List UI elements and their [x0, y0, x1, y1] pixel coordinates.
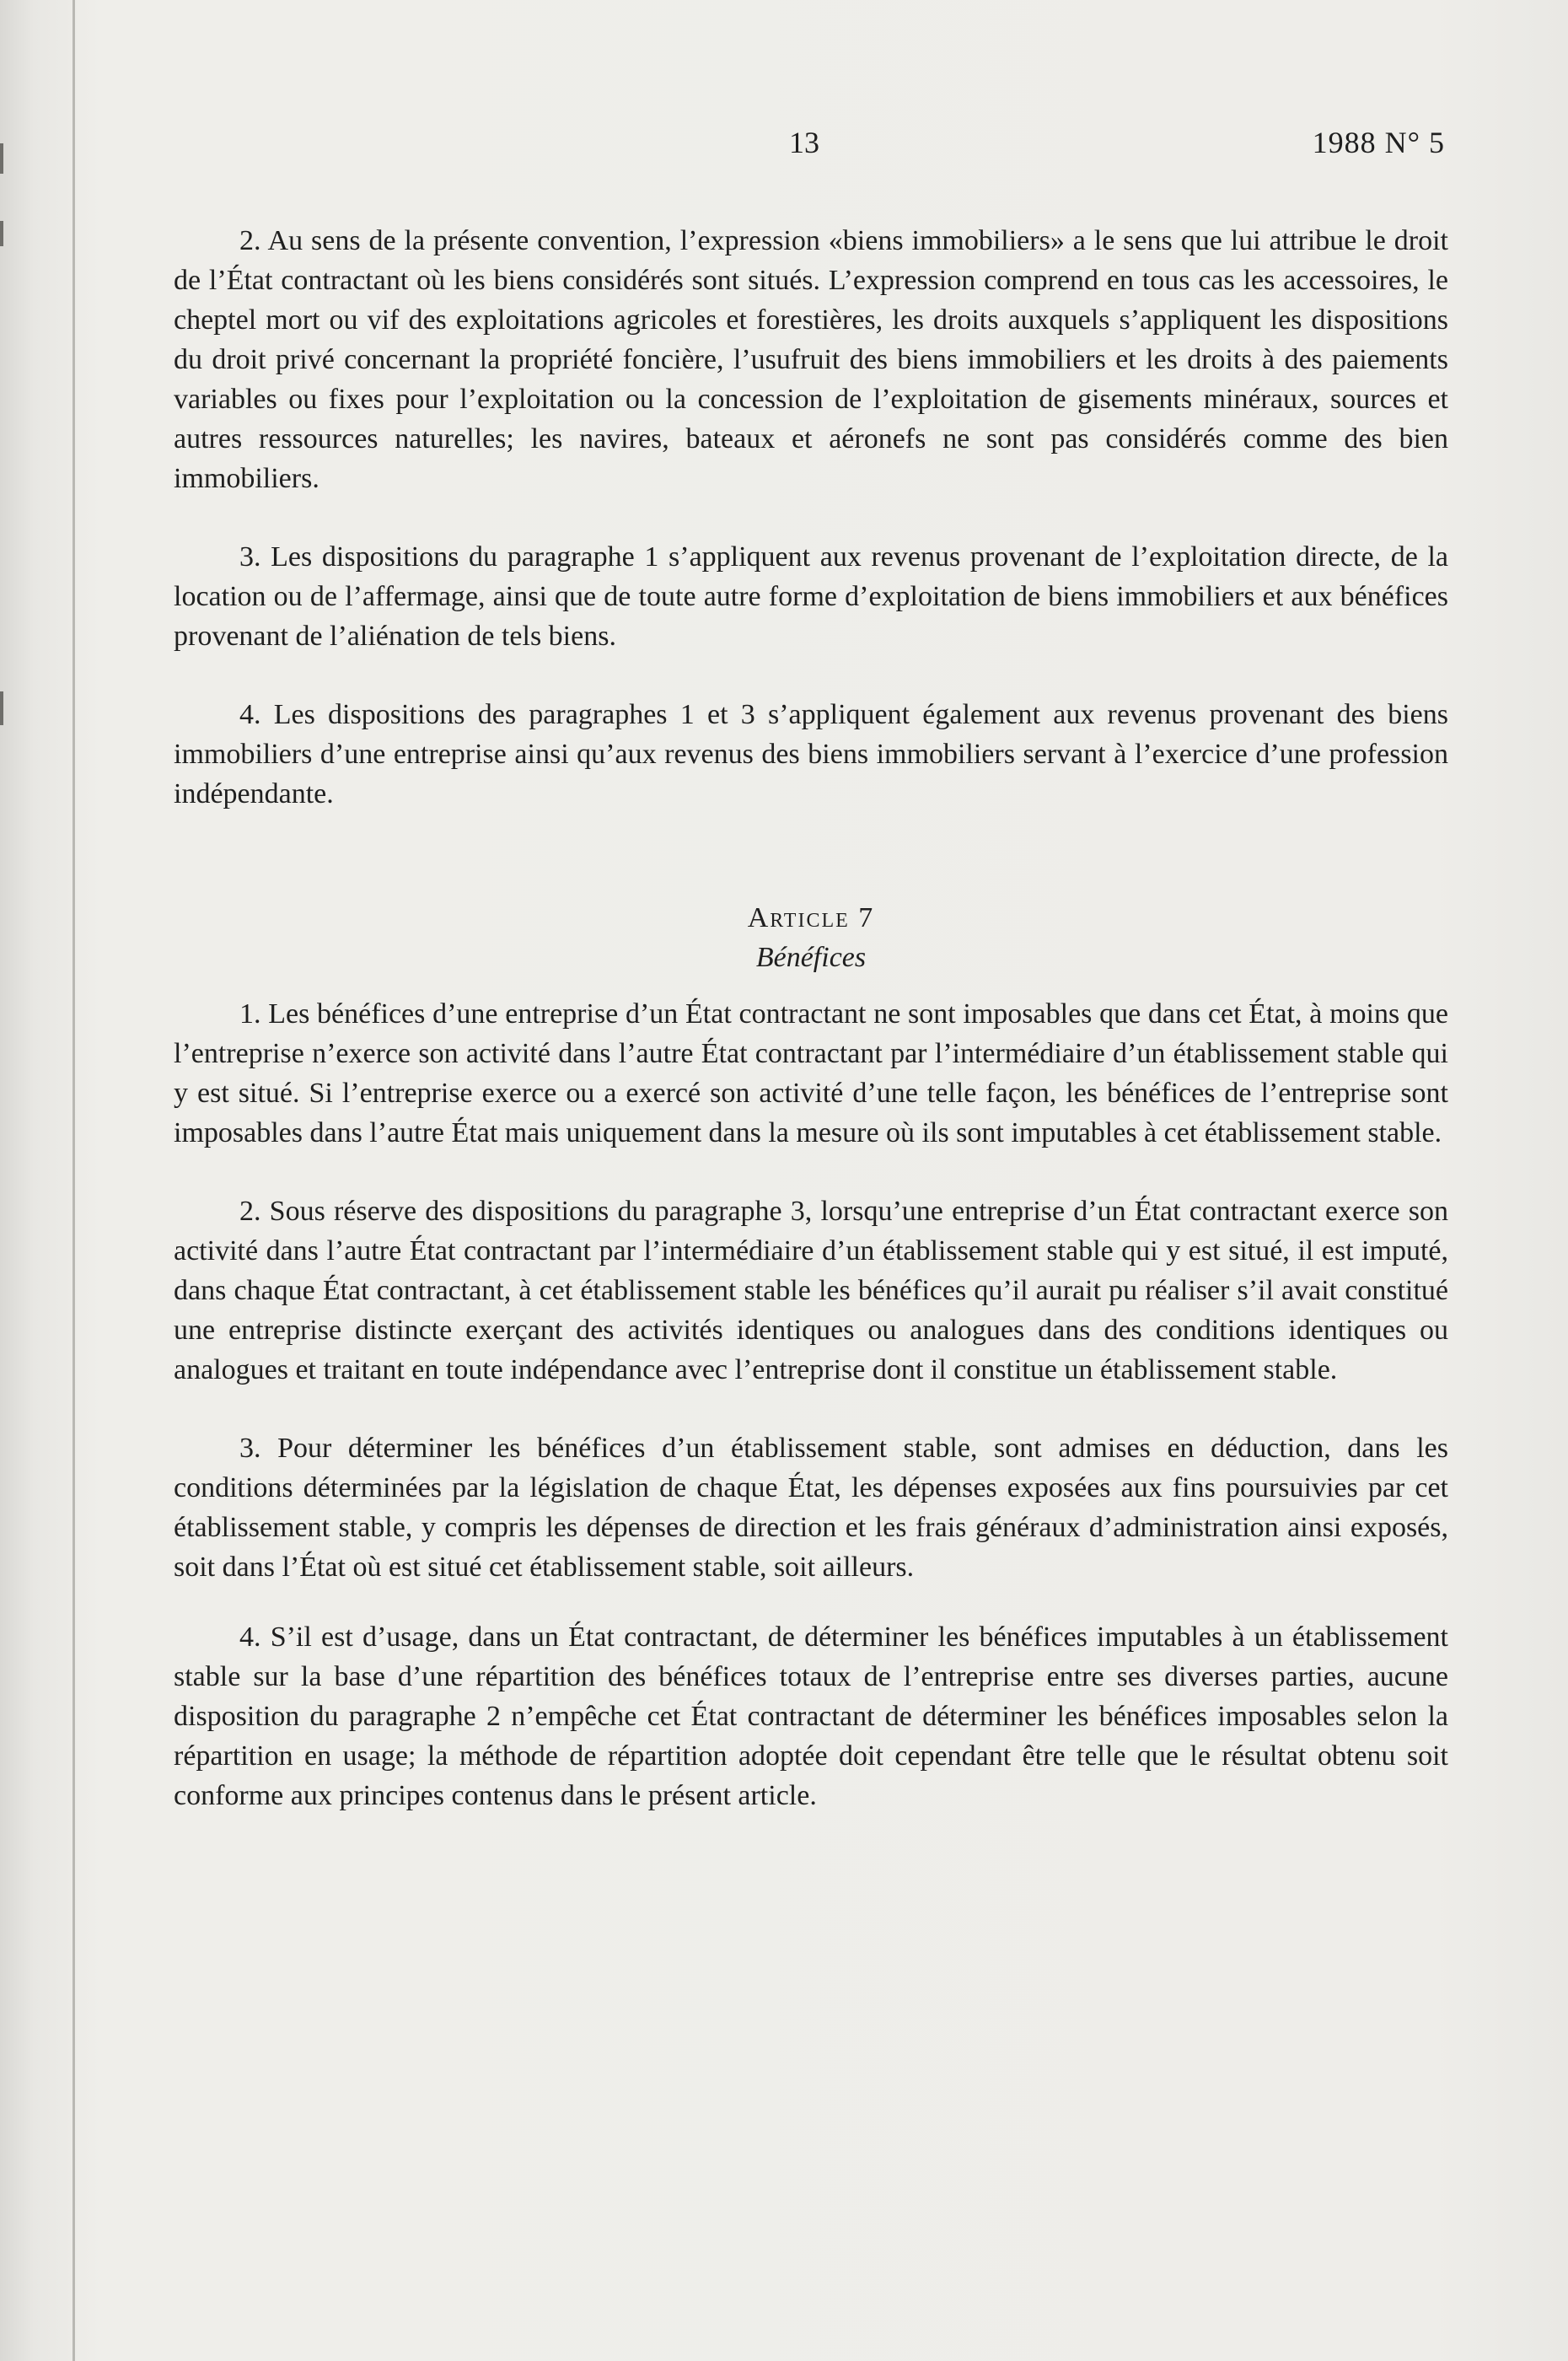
paragraph: 2. Au sens de la présente convention, l’expression «biens immobiliers» a le sens que lui attribue le droit de l’État contractant où les biens considérés sont situés. L’expression comprend en tous cas les accessoires, le cheptel mort ou vif des exploitations agricoles et forestières, les droits auxquels s’appliquent les dispositions du droit privé concernant la propriété foncière, l’usufruit des biens immobiliers et les droits à des paiements variables ou fixes pour l’exploitation ou la concession de l’exploitation de gisements minéraux, sources et autres ressources naturelles; les navires, bateaux et aéronefs ne sont pas considérés comme des bien immobiliers.: [174, 225, 1448, 494]
page-number: 13: [789, 126, 819, 159]
paragraph: 4. Les dispositions des paragraphes 1 et 3 s’appliquent également aux revenus provenant des biens immobiliers d’une entreprise ainsi qu’aux revenus des biens immobiliers servant à l’exercice d’une profession indépendante.: [174, 699, 1448, 809]
article-subheading: Bénéfices: [755, 942, 867, 973]
article-heading: Article 7: [747, 902, 875, 933]
publication-issue: 1988 N° 5: [1312, 126, 1445, 159]
binding-shadow: [72, 0, 75, 2361]
paragraph: 1. Les bénéfices d’une entreprise d’un État contractant ne sont imposables que dans cet État, à moins que l’entreprise n’exerce son activité dans l’autre État contractant par l’intermédiaire d’un établissement stable qui y est situé. Si l’entreprise exerce ou a exercé son activité d’une telle façon, les bénéfices de l’entreprise sont imposables dans l’autre État mais uniquement dans la mesure où ils sont imputables à cet établissement stable.: [174, 998, 1448, 1148]
document-body: [174, 221, 1448, 1854]
paragraph: 3. Les dispositions du paragraphe 1 s’appliquent aux revenus provenant de l’exploitation directe, de la location ou de l’affermage, ainsi que de toute autre forme d’exploitation de biens immobiliers et aux bénéfices provenant de l’aliénation de tels biens.: [174, 541, 1448, 652]
page-edge-mark: [0, 221, 3, 246]
paragraph: 4. S’il est d’usage, dans un État contractant, de déterminer les bénéfices imputables à un établissement stable sur la base d’une répartition des bénéfices totaux de l’entreprise entre ses diverses parties, aucune disposition du paragraphe 2 n’empêche cet État contractant de déterminer les bénéfices imposables selon la répartition en usage; la méthode de répartition adoptée doit cependant être telle que le résultat obtenu soit conforme aux principes contenus dans le présent article.: [174, 1622, 1448, 1811]
paragraph: 3. Pour déterminer les bénéfices d’un établissement stable, sont admises en déduction, dans les conditions déterminées par la législation de chaque État, les dépenses exposées aux fins poursuivies par cet établissement stable, y compris les dépenses de direction et les frais généraux d’administration ainsi exposés, soit dans l’État où est situé cet établissement stable, soit ailleurs.: [174, 1433, 1448, 1583]
article-section: [174, 898, 1448, 1815]
paragraph: 2. Sous réserve des dispositions du paragraphe 3, lorsqu’une entreprise d’un État contractant exerce son activité dans l’autre État contractant par l’intermédiaire d’un établissement stable qui y est situé, il est imputé, dans chaque État contractant, à cet établissement stable les bénéfices qu’il aurait pu réaliser s’il avait constitué une entreprise distincte exerçant des activités identiques ou analogues dans des conditions identiques ou analogues et traitant en toute indépendance avec l’entreprise dont il constitue un établissement stable.: [174, 1196, 1448, 1385]
page-edge-mark: [0, 691, 3, 725]
page-header: [0, 125, 1568, 167]
